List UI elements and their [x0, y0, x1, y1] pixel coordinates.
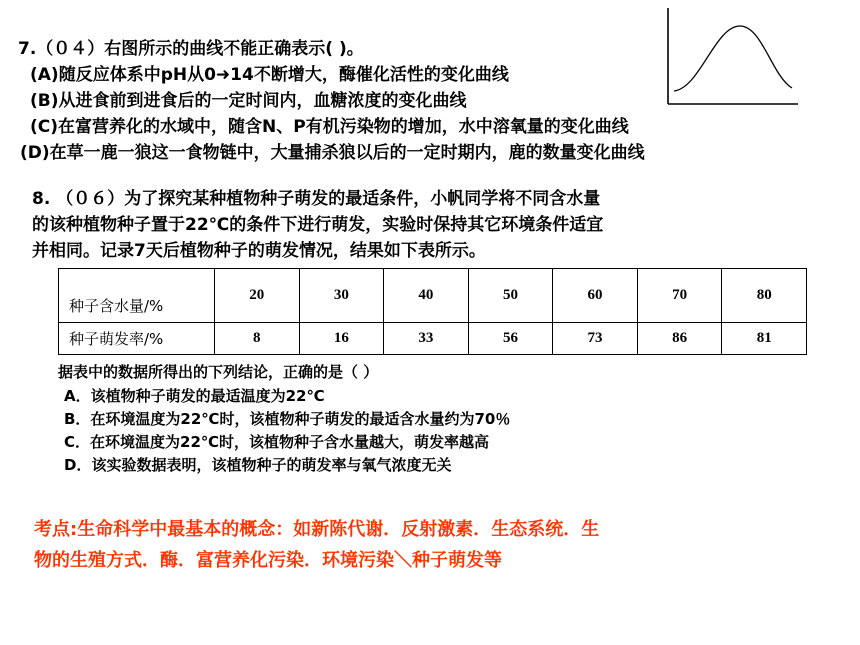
q7-option-b: (B)从进食前到进食后的一定时间内，血糖浓度的变化曲线: [30, 91, 467, 111]
table-cell: 80: [722, 269, 807, 323]
table-cell: 56: [468, 323, 553, 355]
q7-option-d: (D)在草一鹿一狼这一食物链中，大量捕杀狼以后的一定时期内，鹿的数量变化曲线: [20, 143, 645, 163]
table-row-germination-rate: [59, 323, 807, 355]
table-row-water-content: [59, 269, 807, 323]
table-cell: 81: [722, 323, 807, 355]
table-cell: 70: [637, 269, 722, 323]
q8-option-d: D．该实验数据表明，该植物种子的萌发率与氧气浓度无关: [64, 456, 452, 474]
table-cell: 60: [553, 269, 638, 323]
bell-curve: [674, 26, 792, 91]
row-header-water-content: 种子含水量/%: [59, 269, 215, 323]
q8-option-a: A．该植物种子萌发的最适温度为22℃: [64, 387, 325, 405]
conclusion-line-2: 物的生殖方式．酶．富营养化污染．环境污染＼种子萌发等: [34, 550, 502, 571]
q8-stem-line-3: 并相同。记录7天后植物种子的萌发情况，结果如下表所示。: [32, 241, 486, 261]
q7-option-a: (A)随反应体系中pH从0➜14不断增大，酶催化活性的变化曲线: [30, 65, 509, 85]
table-cell: 30: [299, 269, 384, 323]
row-header-germination-rate: 种子萌发率/%: [59, 323, 215, 355]
table-cell: 50: [468, 269, 553, 323]
table-cell: 16: [299, 323, 384, 355]
conclusion-line-1: 考点:生命科学中最基本的概念：如新陈代谢．反射激素．生态系统．生: [34, 519, 600, 540]
q7-option-c: (C)在富营养化的水域中，随含N、P有机污染物的增加，水中溶氧量的变化曲线: [30, 117, 629, 137]
table-cell: 73: [553, 323, 638, 355]
q7-stem: 7.（０４）右图所示的曲线不能正确表示( )。: [18, 39, 364, 59]
table-cell: 20: [215, 269, 300, 323]
q8-option-b: B．在环境温度为22℃时，该植物种子萌发的最适含水量约为70％: [64, 410, 511, 428]
table-cell: 40: [384, 269, 469, 323]
q8-option-c: C．在环境温度为22℃时，该植物种子含水量越大，萌发率越高: [64, 433, 490, 451]
q8-stem-line-1: 8. （０６）为了探究某种植物种子萌发的最适条件，小帆同学将不同含水量: [32, 189, 601, 209]
table-cell: 86: [637, 323, 722, 355]
q8-data-table: [58, 268, 807, 355]
q8-question: 据表中的数据所得出的下列结论，正确的是（ ）: [58, 363, 379, 381]
table-cell: 8: [215, 323, 300, 355]
q8-stem-line-2: 的该种植物种子置于22℃的条件下进行萌发，实验时保持其它环境条件适宜: [32, 215, 604, 235]
table-cell: 33: [384, 323, 469, 355]
bell-curve-figure: [660, 6, 800, 110]
